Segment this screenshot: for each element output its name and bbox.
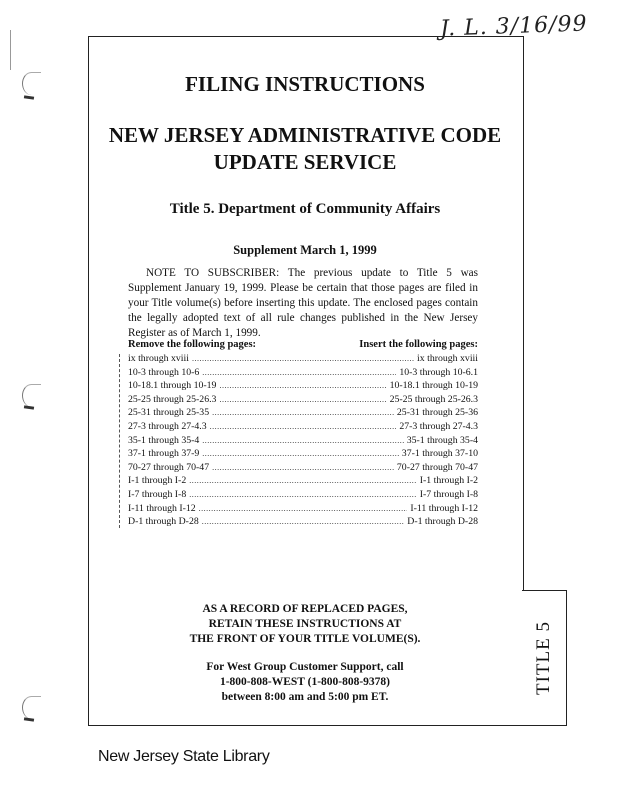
record-line-1: AS A RECORD OF REPLACED PAGES, <box>202 603 408 615</box>
page-replacement-table <box>128 353 478 530</box>
remove-pages-cell: ix through xviii <box>128 353 189 364</box>
insert-column-header: Insert the following pages: <box>359 339 478 350</box>
insert-pages-cell: I-11 through I-12 <box>410 502 478 514</box>
punch-hole-top <box>22 72 41 95</box>
leader-dots <box>202 436 403 445</box>
punch-hole-middle <box>22 384 41 407</box>
table-row <box>128 367 478 381</box>
customer-support-notice <box>88 660 522 705</box>
table-row <box>128 462 478 476</box>
remove-pages-cell: I-1 through I-2 <box>128 475 187 487</box>
record-retention-notice <box>88 602 522 647</box>
table-row <box>128 448 478 462</box>
subtitle-line-1: NEW JERSEY ADMINISTRATIVE CODE <box>108 123 502 147</box>
record-line-2: RETAIN THESE INSTRUCTIONS AT <box>208 618 402 630</box>
document-subtitle <box>88 122 522 176</box>
insert-pages-cell: 37-1 through 37-10 <box>401 448 478 460</box>
support-line-3: between 8:00 am and 5:00 pm ET. <box>221 691 389 703</box>
leader-dots <box>192 354 414 363</box>
table-row <box>128 489 478 503</box>
punch-hole-bottom <box>22 696 41 719</box>
table-row <box>128 421 478 435</box>
leader-dots <box>212 408 394 417</box>
remove-pages-cell: I-11 through I-12 <box>128 502 196 514</box>
leader-dots <box>212 463 394 472</box>
title-tab <box>522 590 567 726</box>
leader-dots <box>189 490 417 499</box>
leader-dots <box>202 449 399 458</box>
punch-hole-mark-middle <box>24 405 34 409</box>
table-row <box>128 407 478 421</box>
remove-pages-cell: 25-31 through 25-35 <box>128 407 210 419</box>
remove-pages-cell: 35-1 through 35-4 <box>128 434 200 446</box>
table-row <box>128 475 478 489</box>
remove-pages-cell: 37-1 through 37-9 <box>128 448 200 460</box>
insert-pages-cell: 25-31 through 25-36 <box>396 407 478 419</box>
punch-hole-mark-top <box>24 95 34 99</box>
scan-edge-mark <box>10 30 11 70</box>
insert-pages-cell: 25-25 through 25-26.3 <box>389 393 478 405</box>
insert-pages-cell: I-1 through I-2 <box>419 475 478 487</box>
table-row <box>128 394 478 408</box>
insert-pages-cell: I-7 through I-8 <box>419 488 478 500</box>
remove-pages-cell: D-1 through D-28 <box>128 516 199 528</box>
punch-hole-mark-bottom <box>24 717 34 721</box>
supplement-date: Supplement March 1, 1999 <box>233 243 377 257</box>
leader-dots <box>210 422 397 431</box>
insert-pages-cell: 70-27 through 70-47 <box>396 461 478 473</box>
insert-pages-cell: 35-1 through 35-4 <box>406 434 478 446</box>
remove-column-header: Remove the following pages: <box>128 339 257 350</box>
leader-dots <box>199 504 408 513</box>
support-line-2: 1-800-808-WEST (1-800-808-9378) <box>219 676 391 688</box>
remove-pages-cell: I-7 through I-8 <box>128 488 187 500</box>
document-title: FILING INSTRUCTIONS <box>185 72 425 96</box>
margin-bracket <box>119 354 126 528</box>
record-line-3: THE FRONT OF YOUR TITLE VOLUME(S). <box>189 633 421 645</box>
table-row <box>128 516 478 530</box>
insert-pages-cell: 27-3 through 27-4.3 <box>399 420 478 432</box>
library-stamp: New Jersey State Library <box>98 748 270 765</box>
support-line-1: For West Group Customer Support, call <box>206 661 404 673</box>
title-number-heading: Title 5. Department of Community Affairs <box>169 201 441 217</box>
table-row <box>128 435 478 449</box>
table-row <box>128 503 478 517</box>
insert-pages-cell: 10-3 through 10-6.1 <box>399 366 478 378</box>
insert-pages-cell: D-1 through D-28 <box>407 516 478 528</box>
leader-dots <box>202 368 396 377</box>
title-tab-label: TITLE 5 <box>533 620 554 696</box>
insert-pages-cell: 10-18.1 through 10-19 <box>389 380 478 392</box>
leader-dots <box>202 517 405 526</box>
remove-pages-cell: 25-25 through 25-26.3 <box>128 393 217 405</box>
subtitle-line-2: UPDATE SERVICE <box>213 150 397 174</box>
leader-dots <box>189 476 417 485</box>
remove-pages-cell: 10-18.1 through 10-19 <box>128 380 217 392</box>
remove-pages-cell: 10-3 through 10-6 <box>128 366 200 378</box>
table-row <box>128 380 478 394</box>
remove-pages-cell: 27-3 through 27-4.3 <box>128 420 207 432</box>
table-row <box>128 353 478 367</box>
leader-dots <box>219 381 386 390</box>
leader-dots <box>219 395 386 404</box>
subscriber-note: NOTE TO SUBSCRIBER: The previous update to Title 5 was Supplement January 19, 1999. Please be certain that those pages are filed in your Title volume(s) before inserting this update. The enclosed pages contain the legally adopted text of all rule changes published in the New Jersey Register as of March 1, 1999. <box>128 267 478 339</box>
remove-pages-cell: 70-27 through 70-47 <box>128 461 210 473</box>
insert-pages-cell: ix through xviii <box>417 353 478 364</box>
handwritten-annotation: J. L. 3/16/99 <box>439 11 588 42</box>
